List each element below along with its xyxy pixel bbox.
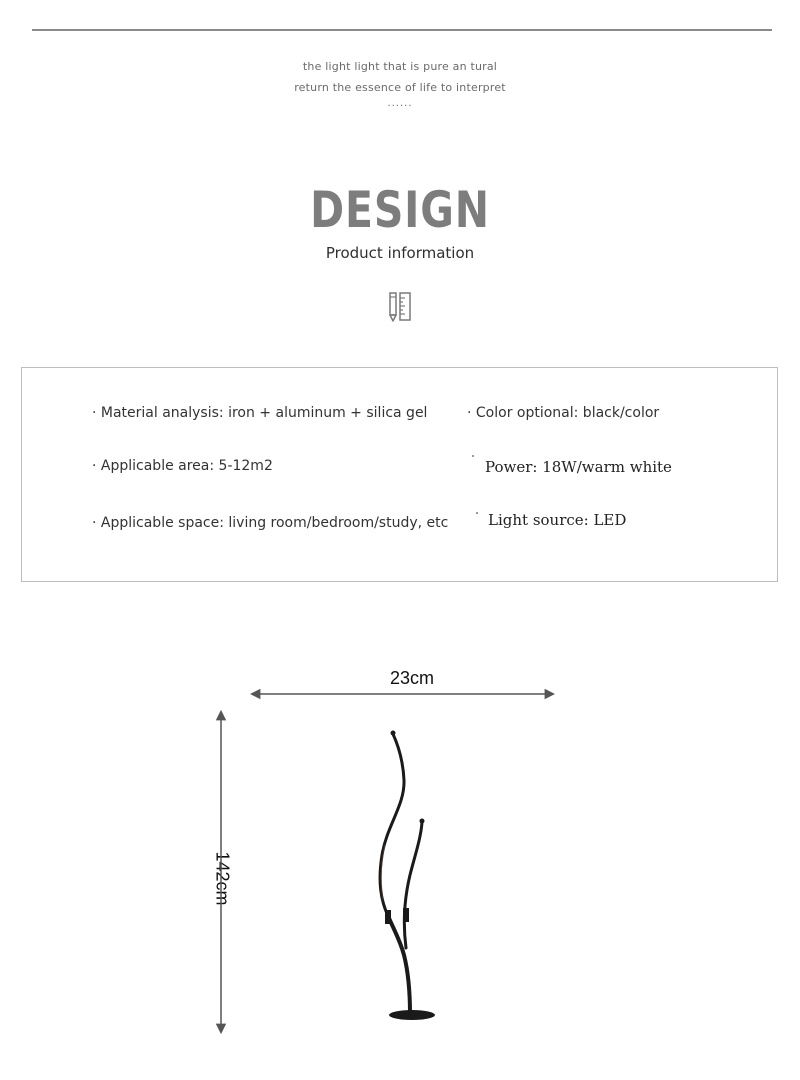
lamp-tall-branch [380, 734, 404, 918]
spec-area: · Applicable area: 5-12m2 [92, 458, 273, 474]
spec-space: · Applicable space: living room/bedroom/study, etc [92, 515, 449, 531]
lamp-tip-tall [391, 731, 396, 736]
lamp-stem [389, 918, 410, 1014]
lamp-short-branch [404, 822, 422, 948]
lamp-drawing [0, 600, 800, 1080]
lamp-tip-short [420, 819, 425, 824]
lamp-joint-left [385, 910, 391, 924]
spec-power: Power: 18W/warm white [485, 458, 672, 476]
design-heading: DESIGN [310, 181, 490, 239]
spec-light-source: Light source: LED [488, 511, 627, 529]
tagline-line-2: return the essence of life to interpret [294, 81, 506, 94]
spec-material: · Material analysis: iron + aluminum + silica gel [92, 405, 428, 421]
top-divider [32, 29, 772, 31]
tagline-line-1: the light light that is pure an tural [302, 60, 498, 73]
lamp-base [389, 1010, 435, 1020]
bullet-dot [476, 512, 478, 514]
spec-color: · Color optional: black/color [467, 405, 660, 421]
height-dimension-label: 142cm [212, 851, 233, 906]
bullet-dot [472, 455, 474, 457]
lamp-joint-right [403, 908, 409, 922]
ruler-pencil-icon [386, 290, 414, 324]
width-value: 23cm [389, 668, 434, 688]
tagline-ellipsis: ...... [387, 98, 413, 109]
product-information-subtitle: Product information [325, 244, 475, 262]
